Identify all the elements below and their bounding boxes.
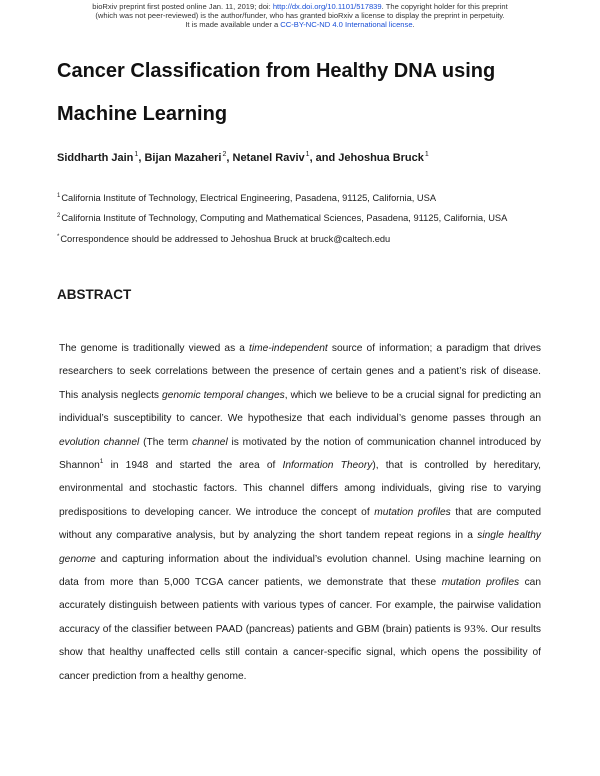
abstract-text: source of information; a paradigm that drives researchers to seek correlations between the presence of certain genes and a patient’s risk of disease. This analysis neglects	[59, 343, 541, 401]
abstract-heading: ABSTRACT	[57, 287, 132, 302]
author-name: Siddharth Jain	[57, 152, 134, 164]
abstract-text: (The term	[139, 436, 193, 448]
abstract-text: and capturing information about the individual’s evolution channel. Using machine learning on data from more than 5,000 TCGA cancer patients, we demonstrate that these	[59, 553, 541, 589]
abstract-emphasis: single healthy genome	[59, 530, 541, 565]
notice-line-3: It is made available under a CC-BY-NC-ND 4.0 International license.	[185, 20, 415, 29]
correspondence-note: *Correspondence should be addressed to Jehoshua Bruck at bruck@caltech.edu	[57, 234, 391, 244]
paper-title-line-2: Machine Learning	[57, 103, 228, 125]
abstract-emphasis: channel	[192, 436, 228, 448]
affiliation-2: $^2$California Institute of Technology, Computing and Mathematical Sciences, Pasadena, 91125, California, USA	[57, 213, 508, 223]
abstract-emphasis: mutation profiles	[441, 577, 520, 589]
abstract-body	[59, 337, 541, 688]
notice-line-2: (which was not peer-reviewed) is the author/funder, who has granted bioRxiv a license to display the preprint in perpetuity.	[95, 11, 505, 20]
author-affiliation-mark: 1	[424, 151, 429, 158]
paper-title-line-1: Cancer Classification from Healthy DNA using	[57, 60, 496, 82]
abstract-emphasis: Information Theory	[282, 460, 373, 472]
notice-line-1: bioRxiv preprint first posted online Jan. 11, 2019; doi: http://dx.doi.org/10.1101/517839. The copyright holder for this preprint	[92, 2, 508, 11]
abstract-text: in 1948 and started the area of	[103, 460, 283, 472]
author-name: Bijan Mazaheri	[144, 152, 222, 164]
abstract-text: ), that is controlled by hereditary, environmental and stochastic factors. This channel differs among individuals, giving rise to varying predispositions to developing cancer. We introduce the concept of	[59, 460, 541, 518]
preprint-notice	[0, 2, 600, 29]
abstract-text: The genome is traditionally viewed as a	[59, 343, 250, 354]
accuracy-value: 93%	[464, 623, 486, 635]
abstract-text: . Our results show that healthy unaffected cells still contain a cancer-specific signal, which opens the possibility of cancer prediction from a healthy genome.	[59, 623, 542, 682]
abstract-emphasis: time-independent	[249, 343, 328, 354]
license-link[interactable]: CC-BY-NC-ND 4.0 International license	[280, 20, 413, 29]
abstract-text: , which we believe to be a crucial signal for predicting an individual’s susceptibility to cancer. We hypothesize that each individual’s genome passes through an	[59, 389, 541, 425]
abstract-text: that are computed without any comparative analysis, but by analyzing the short tandem repeat regions in a	[59, 506, 541, 542]
doi-link[interactable]: http://dx.doi.org/10.1101/517839	[272, 2, 382, 11]
abstract-text: can accurately distinguish between patients with various types of cancer. For example, the pairwise validation accuracy of the classifier between PAAD (pancreas) patients and GBM (brain) patients is	[59, 577, 541, 635]
author-affiliation-mark: 1	[134, 151, 139, 158]
abstract-emphasis: genomic temporal changes	[162, 389, 285, 401]
author-list: Siddharth Jain$^1$, Bijan Mazaheri$^2$, Netanel Raviv$^1$, and Jehoshua Bruck$^1$	[57, 151, 429, 164]
abstract-emphasis: evolution channel	[59, 436, 140, 448]
citation-mark: 1	[99, 458, 104, 466]
author-name: Jehoshua Bruck	[338, 152, 424, 164]
affiliation-1: $^1$California Institute of Technology, Electrical Engineering, Pasadena, 91125, California, USA	[57, 193, 437, 203]
author-affiliation-mark: 1	[305, 151, 310, 158]
abstract-text: is motivated by the notion of communication channel introduced by Shannon	[59, 436, 541, 472]
author-name: Netanel Raviv	[232, 152, 305, 164]
abstract-emphasis: mutation profiles	[374, 506, 451, 518]
author-affiliation-mark: 2	[222, 151, 227, 158]
